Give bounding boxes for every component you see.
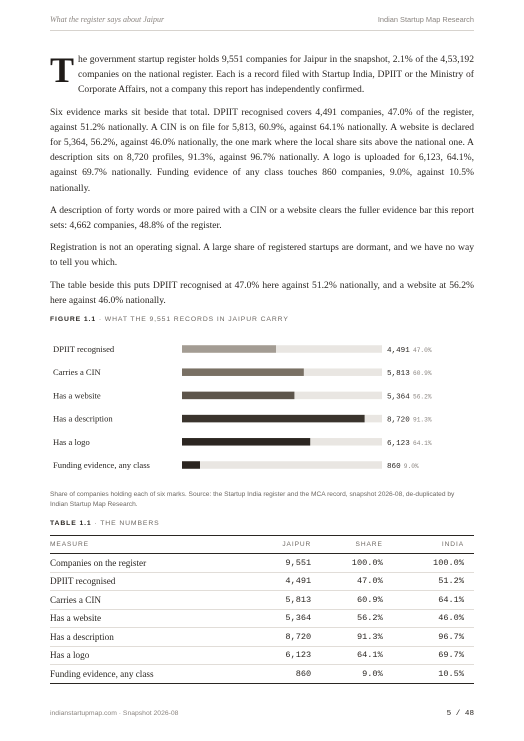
bar-count-label: 860 (387, 463, 401, 471)
bar-share-label: 47.0% (413, 347, 432, 354)
bar-chart-svg (50, 336, 474, 481)
cell-share: 47.0% (311, 572, 383, 591)
header-measure: MEASURE (50, 536, 225, 554)
bar-count-label: 4,491 (387, 347, 410, 355)
cell-india: 100.0% (383, 554, 474, 573)
paragraph-2: Six evidence marks sit beside that total. DPIIT recognised covers 4,491 companies, 47.0% of the register, against 51.2% nationally. A CIN is on file for 5,813, 60.9%, against 64.1% nationally. A website is declared for 5,364, 56.2%, against 46.0% nationally, the one mark where the local share sits above the national one. A description sits on 8,720 profiles, 91.3%, against 96.7% nationally. A logo is uploaded for 6,123, 64.1%, against 69.7% nationally. Funding evidence of any class touches 860 companies, 9.0%, against 10.5% nationally. (50, 106, 474, 194)
table-caption (50, 520, 160, 527)
publication-name: Indian Startup Map Research (377, 15, 474, 24)
cell-india: 46.0% (383, 609, 474, 628)
cell-jaipur: 9,551 (225, 554, 311, 573)
table-row (50, 554, 474, 573)
cell-india: 96.7% (383, 628, 474, 647)
cell-measure: Funding evidence, any class (50, 665, 225, 684)
cell-measure: Has a description (50, 628, 225, 647)
bar-count-label: 5,364 (387, 393, 410, 402)
cell-jaipur: 8,720 (225, 628, 311, 647)
header-jaipur: JAIPUR (225, 536, 311, 554)
cell-jaipur: 5,364 (225, 609, 311, 628)
table-row (50, 628, 474, 647)
paragraph-1 (50, 52, 474, 98)
bar-count-label: 5,813 (387, 370, 410, 379)
cell-jaipur: 5,813 (225, 591, 311, 610)
cell-share: 91.3% (311, 628, 383, 647)
paragraph-4: Registration is not an operating signal. A large share of registered startups are dormant, and we have no way to tell you which. (50, 242, 474, 269)
table-row (50, 665, 474, 684)
bar-share-label: 60.9% (413, 370, 432, 378)
table-row (50, 609, 474, 628)
drop-cap: T (50, 50, 75, 90)
bar-count-label: 6,123 (387, 439, 410, 448)
figure-separator: · (98, 316, 105, 323)
paragraph-5: The table beside this puts DPIIT recognised at 47.0% here against 51.2% nationally, and a website at 56.2% here against 46.0% nationally. (50, 279, 474, 306)
bar (182, 368, 304, 376)
bar-share-label: 91.3% (413, 416, 432, 424)
cell-india: 51.2% (383, 572, 474, 591)
footer-source: indianstartupmap.com · Snapshot 2026-08 (50, 710, 179, 717)
cell-india: 64.1% (383, 591, 474, 610)
cell-measure: Carries a CIN (50, 591, 225, 610)
cell-measure: Has a logo (50, 646, 225, 665)
bar (182, 438, 310, 446)
cell-india: 10.5% (383, 665, 474, 684)
table-row (50, 646, 474, 665)
body-text (50, 52, 474, 315)
cell-share: 60.9% (311, 591, 383, 610)
running-head (50, 15, 474, 29)
paragraph-1-text: he government startup register holds 9,551 companies for Jaipur in the snapshot, 2.1% of the 4,53,192 companies on the national register. Each is a record filed with Startup India, DPIIT or the Ministry of Corporate Affairs, not a company this report has independently confirmed. (78, 54, 474, 96)
cell-jaipur: 860 (225, 665, 311, 684)
cell-measure: Companies on the register (50, 554, 225, 573)
bar-share-label: 56.2% (413, 393, 432, 401)
cell-jaipur: 6,123 (225, 646, 311, 665)
bar-category-label: Has a description (53, 413, 113, 424)
bar-share-label: 64.1% (413, 439, 432, 447)
page-number: 5 / 48 (446, 710, 474, 718)
bar (182, 345, 276, 353)
table-row (50, 591, 474, 610)
bar-category-label: Has a logo (53, 436, 90, 447)
bar-count-label: 8,720 (387, 416, 410, 425)
bar-track (182, 461, 382, 469)
cell-measure: Has a website (50, 609, 225, 628)
header-share: SHARE (311, 536, 383, 554)
figure-number: FIGURE 1.1 (50, 316, 97, 323)
cell-india: 69.7% (383, 646, 474, 665)
header-india: INDIA (383, 536, 474, 554)
table-title: THE NUMBERS (100, 520, 160, 527)
bar-category-label: DPIIT recognised (53, 344, 115, 354)
cell-measure: DPIIT recognised (50, 572, 225, 591)
table-row (50, 572, 474, 591)
paragraph-3: A description of forty words or more paired with a CIN or a website clears the fuller evidence bar this report sets: 4,662 companies, 48.8% of the register. (50, 204, 474, 232)
bar (182, 461, 200, 469)
cell-share: 9.0% (311, 665, 383, 684)
table-header-row (50, 536, 474, 554)
figure-title: WHAT THE 9,551 RECORDS IN JAIPUR CARRY (104, 316, 289, 323)
numbers-table (50, 535, 474, 684)
cell-share: 64.1% (311, 646, 383, 665)
figure-note: Share of companies holding each of six marks. Source: the Startup India register and the MCA record, snapshot 2026-08, de-duplicated by Indian Startup Map Research. (50, 491, 455, 508)
bar-chart (50, 336, 474, 481)
cell-jaipur: 4,491 (225, 572, 311, 591)
bar-category-label: Carries a CIN (53, 367, 101, 378)
bar-category-label: Has a website (53, 390, 101, 401)
bar-share-label: 9.0% (403, 463, 419, 470)
bar (182, 392, 294, 400)
cell-share: 100.0% (311, 554, 383, 573)
table-number: TABLE 1.1 (50, 520, 92, 527)
chapter-title: What the register says about Jaipur (50, 15, 165, 24)
cell-share: 56.2% (311, 609, 383, 628)
bar-category-label: Funding evidence, any class (53, 460, 150, 470)
table-separator: · (94, 520, 101, 527)
figure-caption (50, 316, 289, 323)
header-rule (50, 30, 474, 31)
bar (182, 415, 365, 423)
